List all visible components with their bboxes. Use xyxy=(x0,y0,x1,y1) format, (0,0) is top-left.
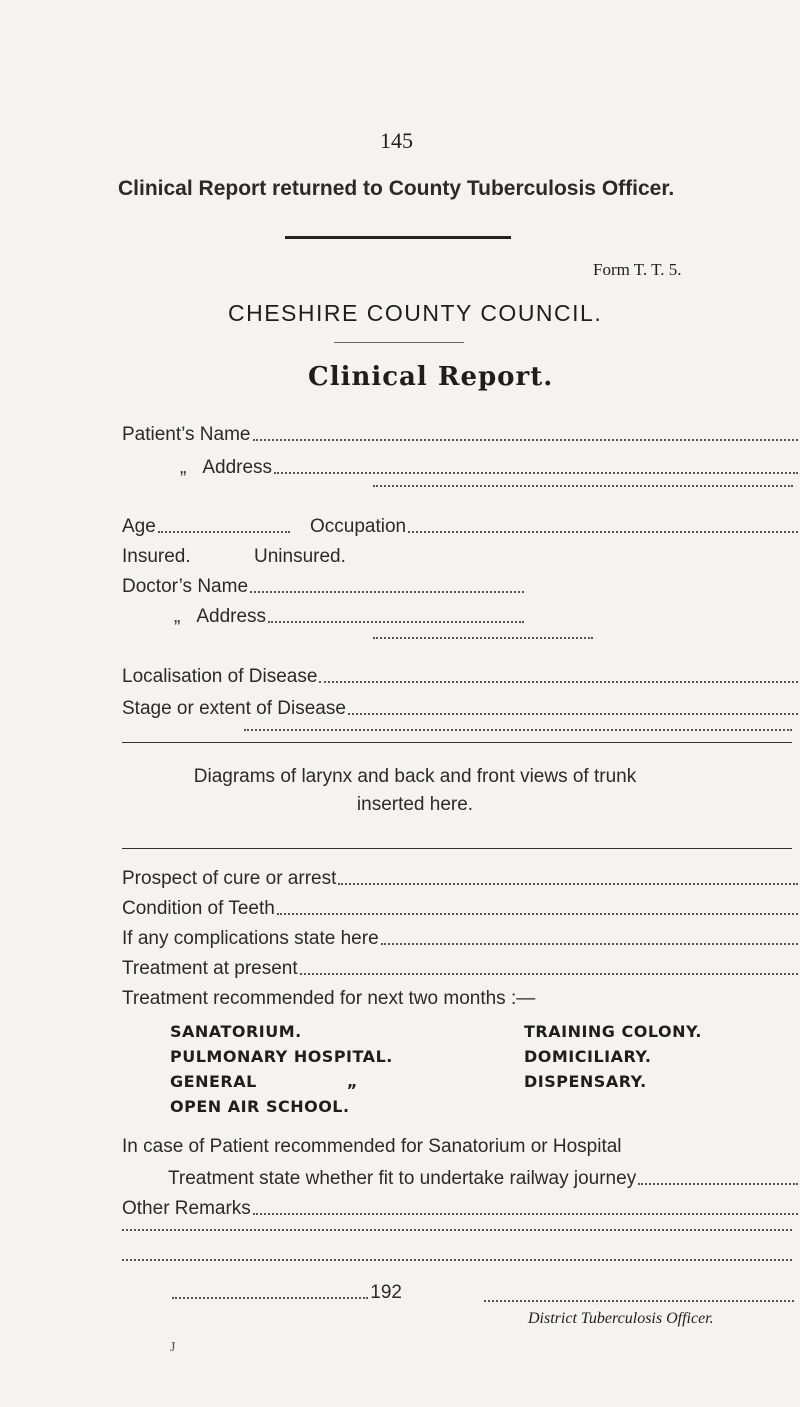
treatment-present-dots xyxy=(300,972,798,975)
uninsured-label: Uninsured. xyxy=(254,546,346,567)
doctor-address-field[interactable] xyxy=(174,600,524,628)
option-pulmonary-hospital[interactable]: PULMONARY HOSPITAL. xyxy=(170,1047,393,1066)
treatment-present-field[interactable] xyxy=(122,952,798,980)
treatment-present-label: Treatment at present xyxy=(122,958,298,979)
occupation-field[interactable] xyxy=(310,510,798,538)
complications-label: If any complications state here xyxy=(122,928,379,949)
railway-label-2: Treatment state whether fit to undertake railway journey xyxy=(168,1168,637,1189)
officer-title: District Tuberculosis Officer. xyxy=(528,1310,714,1327)
complications-field[interactable] xyxy=(122,922,798,950)
report-caption: Clinical Report returned to County Tuberculosis Officer. xyxy=(118,177,675,200)
patient-address-dots xyxy=(274,471,798,474)
option-sanatorium[interactable]: SANATORIUM. xyxy=(170,1022,302,1041)
teeth-field[interactable] xyxy=(122,892,798,920)
patient-name-field[interactable] xyxy=(122,418,798,446)
option-general-ditto: „ xyxy=(346,1072,358,1091)
stage-dots xyxy=(348,712,798,715)
patient-address-continuation[interactable] xyxy=(373,484,793,487)
occupation-label: Occupation xyxy=(310,516,407,537)
insured-option[interactable] xyxy=(122,540,191,568)
localisation-label: Localisation of Disease xyxy=(122,666,318,687)
doctor-ditto-mark: „ xyxy=(174,606,181,627)
localisation-dots xyxy=(319,680,798,683)
teeth-label: Condition of Teeth xyxy=(122,898,275,919)
option-domiciliary[interactable]: DOMICILIARY. xyxy=(524,1047,652,1066)
footer-mark: J xyxy=(170,1340,176,1355)
upper-divider xyxy=(122,742,792,743)
doctor-name-field[interactable] xyxy=(122,570,524,598)
option-general[interactable] xyxy=(170,1072,358,1091)
treatment-recommended-heading xyxy=(122,982,535,1010)
lower-divider xyxy=(122,848,792,849)
doctor-address-continuation[interactable] xyxy=(373,636,593,639)
stage-field[interactable] xyxy=(122,692,798,720)
other-remarks-line-3[interactable] xyxy=(122,1258,792,1261)
option-training-colony[interactable]: TRAINING COLONY. xyxy=(524,1022,702,1041)
caption-rule xyxy=(285,236,511,239)
date-field[interactable] xyxy=(172,1276,402,1304)
diagrams-note-line-2: inserted here. xyxy=(356,794,474,815)
railway-field[interactable] xyxy=(168,1162,798,1190)
prospect-label: Prospect of cure or arrest xyxy=(122,868,337,889)
railway-label-1: In case of Patient recommended for Sanatorium or Hospital xyxy=(122,1136,622,1157)
council-rule xyxy=(334,342,464,343)
patient-ditto-mark: „ xyxy=(180,457,187,478)
stage-label: Stage or extent of Disease xyxy=(122,698,346,719)
localisation-field[interactable] xyxy=(122,660,798,688)
stage-continuation[interactable] xyxy=(244,728,792,731)
other-remarks-field[interactable] xyxy=(122,1192,798,1220)
form-reference: Form T. T. 5. xyxy=(593,260,682,279)
uninsured-option[interactable] xyxy=(254,540,346,568)
complications-dots xyxy=(381,942,798,945)
treatment-recommended-label: Treatment recommended for next two months :— xyxy=(122,988,536,1009)
teeth-dots xyxy=(277,912,798,915)
prospect-dots xyxy=(338,882,798,885)
option-dispensary[interactable]: DISPENSARY. xyxy=(524,1072,647,1091)
option-general-label: GENERAL xyxy=(170,1072,257,1091)
doctor-name-label: Doctor’s Name xyxy=(122,576,249,597)
railway-note-line-1 xyxy=(122,1130,622,1158)
insured-label: Insured. xyxy=(122,546,191,567)
page-number: 145 xyxy=(380,128,413,153)
diagrams-note-line-1: Diagrams of larynx and back and front views of trunk xyxy=(193,766,637,787)
signature-line[interactable] xyxy=(484,1299,794,1302)
patient-address-label: Address xyxy=(202,457,273,478)
age-dots xyxy=(158,530,290,533)
option-open-air-school[interactable]: OPEN AIR SCHOOL. xyxy=(170,1097,350,1116)
prospect-field[interactable] xyxy=(122,862,798,890)
form-title: Clinical Report. xyxy=(308,362,554,392)
patient-name-label: Patient’s Name xyxy=(122,424,251,445)
doctor-address-dots xyxy=(268,620,524,623)
other-remarks-label: Other Remarks xyxy=(122,1198,251,1219)
occupation-dots xyxy=(408,530,798,533)
council-name: CHESHIRE COUNTY COUNCIL. xyxy=(228,300,603,326)
railway-dots xyxy=(638,1182,798,1185)
other-remarks-dots xyxy=(253,1212,798,1215)
date-dots xyxy=(172,1296,368,1299)
date-suffix: 192 xyxy=(370,1282,402,1303)
other-remarks-line-2[interactable] xyxy=(122,1228,792,1231)
patient-address-field[interactable] xyxy=(180,451,798,479)
patient-name-dots xyxy=(253,438,799,441)
doctor-address-label: Address xyxy=(196,606,267,627)
age-field[interactable] xyxy=(122,510,290,538)
doctor-name-dots xyxy=(250,590,524,593)
age-label: Age xyxy=(122,516,156,537)
